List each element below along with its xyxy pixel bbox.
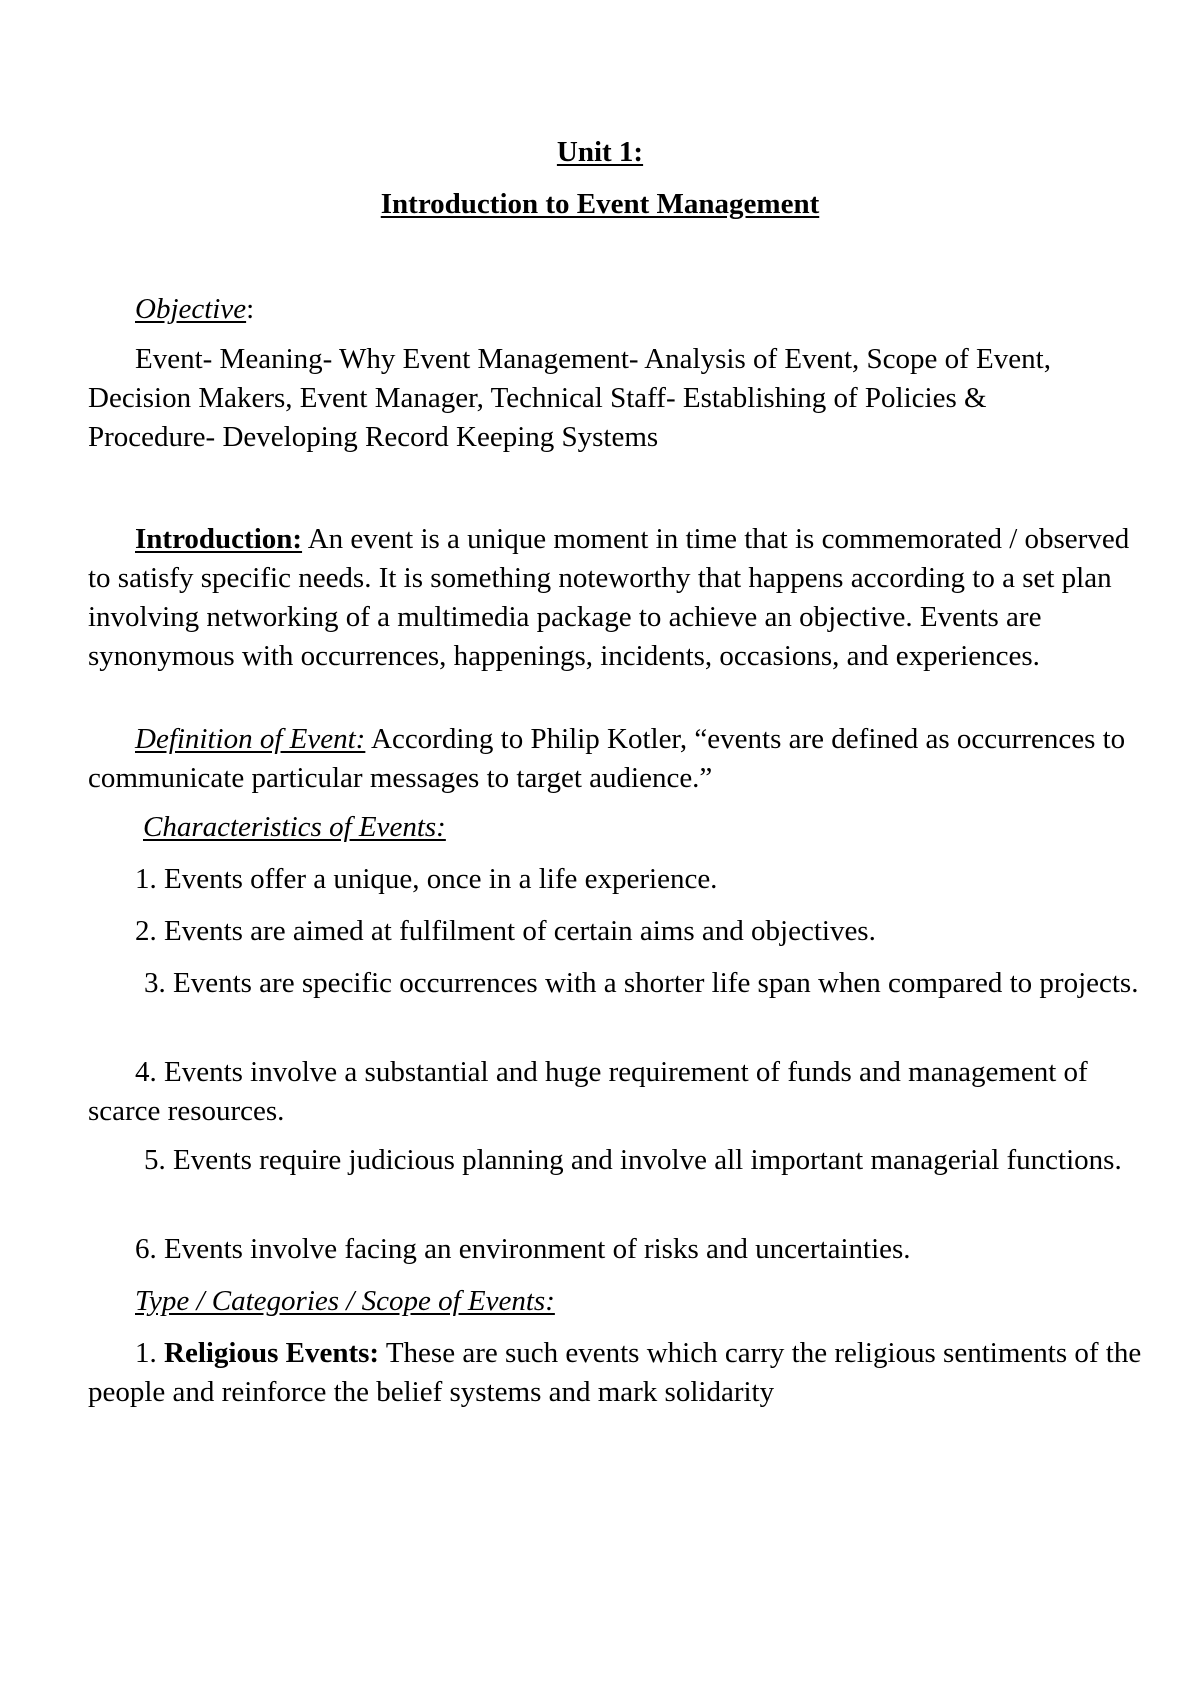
religious-events-label: Religious Events: [164,1337,380,1369]
definition-text: According to Philip Kotler, “events are defined as occurrences to communicate particular messages to target audience.” [88,723,1126,794]
definition-paragraph [88,720,1148,798]
characteristic-item-2: 2. Events are aimed at fulfilment of certain aims and objectives. [135,915,876,947]
religious-events-paragraph [88,1334,1148,1412]
characteristics-heading: Characteristics of Events: [143,811,446,843]
characteristic-item-6: 6. Events involve facing an environment of risks and uncertainties. [135,1233,911,1265]
characteristic-item-4: 4. Events involve a substantial and huge requirement of funds and management of scarce resources. [88,1056,1088,1127]
definition-label: Definition of Event: [135,723,366,755]
unit-heading: Unit 1: [556,136,644,168]
objective-colon: : [246,293,255,325]
objective-heading [88,290,1148,329]
types-heading: Type / Categories / Scope of Events: [135,1285,555,1317]
page-title: Introduction to Event Management [380,188,820,220]
objective-paragraph: Event- Meaning- Why Event Management- Analysis of Event, Scope of Event, Decision Makers, Event Manager, Technical Staff- Establishing of Policies & Procedure- Developing Record Keeping Systems [88,343,1051,453]
introduction-label: Introduction: [135,523,303,555]
religious-events-number: 1. [135,1337,157,1369]
religious-events-text: These are such events which carry the religious sentiments of the people and reinforce the belief systems and mark solidarity [88,1337,1142,1408]
characteristic-item-1: 1. Events offer a unique, once in a life experience. [135,863,718,895]
introduction-paragraph [88,520,1148,676]
characteristic-item-5: 5. Events require judicious planning and involve all important managerial functions. [144,1144,1122,1176]
characteristic-item-3: 3. Events are specific occurrences with a shorter life span when compared to projects. [144,967,1139,999]
objective-label: Objective [135,293,247,325]
introduction-text: An event is a unique moment in time that is commemorated / observed to satisfy specific needs. It is something noteworthy that happens according to a set plan involving networking of a multimedia package to achieve an objective. Events are synonymous with occurrences, happenings, incidents, occasions, and experiences. [88,523,1130,672]
